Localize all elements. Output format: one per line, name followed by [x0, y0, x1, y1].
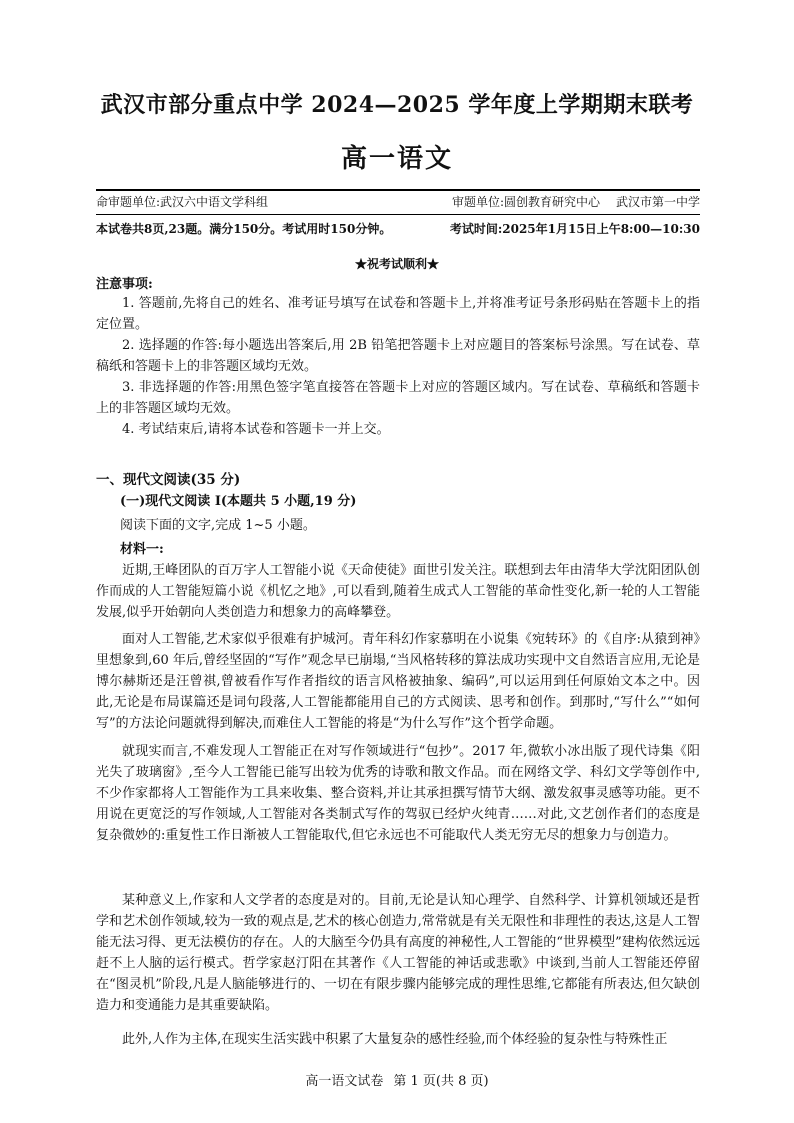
article-paragraph: 此外,人作为主体,在现实生活实践中积累了大量复杂的感性经验,而个体经验的复杂性与特殊性正	[122, 1032, 668, 1047]
article-paragraph: 面对人工智能,艺术家似乎很难有护城河。青年科幻作家慕明在小说集《宛转环》的《自序:从猿到神》里想象到,60 年后,曾经坚固的“写作”观念早已崩塌,“当风格转移的算法成功实现中文自然语言应用,无论是博尔赫斯还是汪曾祺,曾被看作写作者指纹的语言风格被抽象、编码”,可以运用到任何原始文本之中。因此,无论是布局谋篇还是词句段落,人工智能都能用自己的方式阅读、思考和创作。到那时,“写什么”“如何写”的方法论问题就得到解决,而难住人工智能的将是“为什么写作”这个哲学命题。	[96, 632, 700, 731]
article-paragraph: 就现实而言,不难发现人工智能正在对写作领域进行“包抄”。2017 年,微软小冰出版了现代诗集《阳光失了玻璃窗》,至今人工智能已能写出较为优秀的诗歌和散文作品。而在网络文学、科幻文学等创作中,不少作家都将人工智能作为工具来收集、整合资料,并让其承担撰写情节大纲、激发叙事灵感等功能。更不用说在更宽泛的写作领域,人工智能对各类制式写作的驾驭已经炉火纯青……对此,文艺创作者们的态度是复杂微妙的:重复性工作日渐被人工智能取代,但它永远也不可能取代人类无穷无尽的想象力与创造力。	[96, 744, 700, 843]
notice-item: 2. 选择题的作答:每小题选出答案后,用 2B 铅笔把答题卡上对应题目的答案标号涂黑。写在试卷、草稿纸和答题卡上的非答题区域均无效。	[96, 338, 700, 374]
header-divider	[96, 189, 700, 191]
blessing: ★祝考试顺利★	[354, 257, 439, 271]
exam-info: 本试卷共8页,23题。满分150分。考试用时150分钟。	[96, 222, 392, 236]
proposer-unit: 命审题单位:武汉六中语文学科组	[96, 195, 269, 209]
header-divider-thin	[96, 214, 700, 215]
exam-title: 武汉市部分重点中学 2024—2025 学年度上学期期末联考	[100, 92, 694, 118]
article-paragraph: 近期,王峰团队的百万字人工智能小说《天命使徒》面世引发关注。联想到去年由清华大学沈阳团队创作而成的人工智能短篇小说《机忆之地》,可以看到,随着生成式人工智能的革命性变化,新一轮的人工智能发展,似乎开始朝向人类创造力和想象力的高峰攀登。	[96, 563, 700, 620]
page-footer	[0, 1070, 794, 1089]
exam-time: 考试时间:2025年1月15日上午8:00—10:30	[449, 222, 700, 236]
footer-label: 高一语文试卷	[305, 1074, 384, 1089]
article-paragraph: 某种意义上,作家和人文学者的态度是对的。目前,无论是认知心理学、自然科学、计算机领域还是哲学和艺术创作领域,较为一致的观点是,艺术的核心创造力,常常就是有关无限性和非理性的表达,这是人工智能无法习得、更无法模仿的存在。人的大脑至今仍具有高度的神秘性,人工智能的“世界模型”建构依然远远赶不上人脑的运行模式。哲学家赵汀阳在其著作《人工智能的神话或悲歌》中谈到,当前人工智能还停留在“图灵机”阶段,凡是人脑能够进行的、一切在有限步骤内能够完成的理性思维,它都能有所表达,但欠缺创造力和变通能力是其重要缺陷。	[96, 893, 700, 1013]
exam-info-row	[96, 220, 700, 237]
school-name: 武汉市第一中学	[615, 195, 700, 209]
reading-instruction: 阅读下面的文字,完成 1~5 小题。	[120, 518, 316, 533]
notice-item: 1. 答题前,先将自己的姓名、准考证号填写在试卷和答题卡上,并将准考证号条形码贴在答题卡上的指定位置。	[96, 296, 700, 332]
notice-item: 3. 非选择题的作答:用黑色签字笔直接答在答题卡上对应的答题区域内。写在试卷、草稿纸和答题卡上的非答题区域均无效。	[96, 380, 700, 416]
notice-item: 4. 考试结束后,请将本试卷和答题卡一并上交。	[122, 422, 390, 437]
reviewer-unit: 审题单位:圆创教育研究中心	[451, 195, 600, 209]
notice-title: 注意事项:	[96, 277, 153, 292]
material-label: 材料一:	[120, 542, 164, 557]
subject-title: 高一语文	[340, 144, 453, 174]
page-number: 第 1 页(共 8 页)	[393, 1074, 489, 1089]
section-subtitle: (一)现代文阅读 I(本题共 5 小题,19 分)	[120, 494, 357, 509]
reviewer-group	[452, 193, 700, 210]
proposer-row	[96, 193, 700, 210]
section-title: 一、现代文阅读(35 分)	[96, 472, 241, 488]
